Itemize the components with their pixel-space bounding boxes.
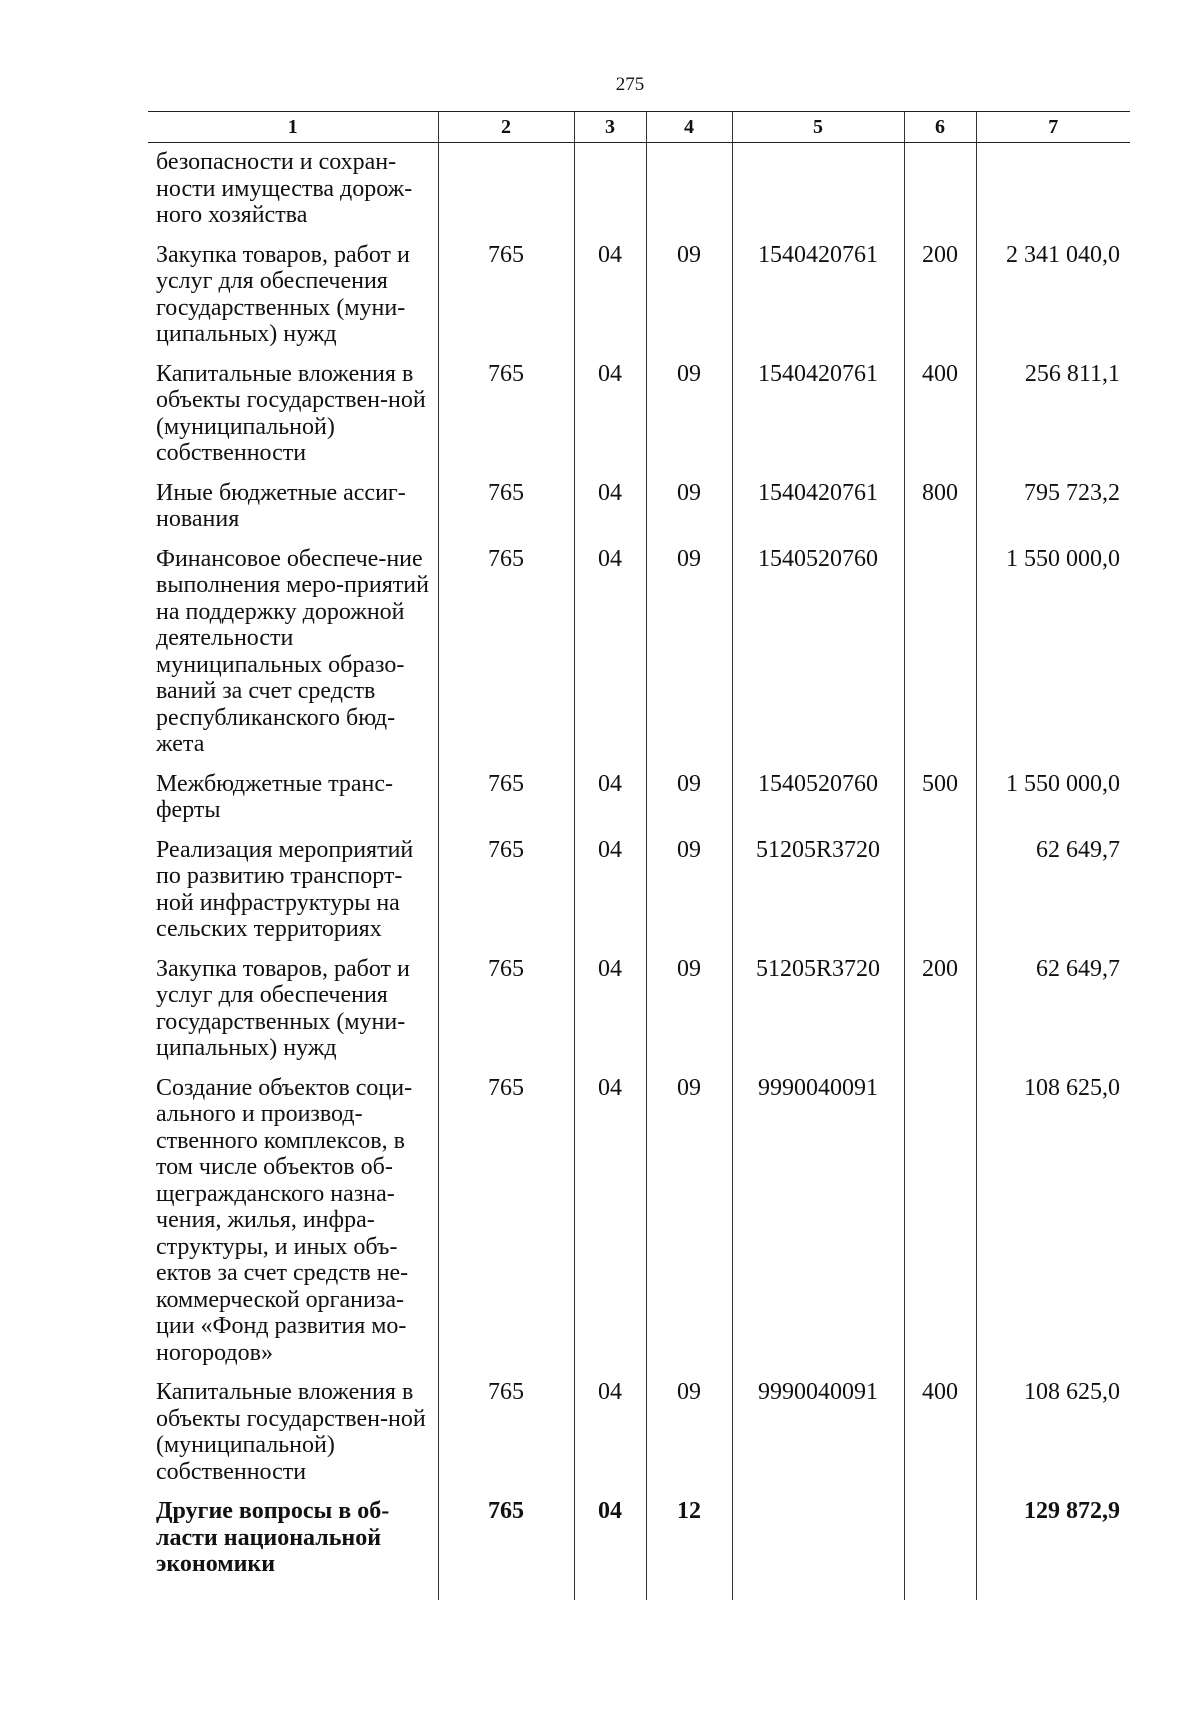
column-header-5: 5	[732, 112, 904, 143]
row-code-4-cell: 09	[646, 837, 732, 956]
row-code-6-cell	[904, 1075, 976, 1380]
column-header-3: 3	[574, 112, 646, 143]
row-code-6-cell: 400	[904, 1379, 976, 1498]
column-header-7: 7	[976, 112, 1130, 143]
table-row	[148, 242, 1130, 361]
row-code-3-cell: 04	[574, 361, 646, 480]
row-code-5-cell: 1540420761	[732, 242, 904, 361]
row-name-cell: безопасности и сохран-ности имущества дорож-ного хозяйства	[156, 149, 413, 228]
row-code-3-cell: 04	[574, 1379, 646, 1498]
row-code-2-cell: 765	[438, 956, 574, 1075]
row-code-2-cell: 765	[438, 837, 574, 956]
row-code-6-cell	[904, 143, 976, 242]
row-code-2-cell: 765	[438, 1075, 574, 1380]
row-code-2-cell	[438, 143, 574, 242]
table-header	[148, 112, 1130, 143]
row-code-6-cell	[904, 1498, 976, 1600]
table-row	[148, 1498, 1130, 1600]
row-code-5-cell: 1540420761	[732, 361, 904, 480]
row-name-cell: Иные бюджетные ассиг-нования	[156, 479, 406, 532]
table-row	[148, 1075, 1130, 1380]
row-amount-cell: 795 723,2	[976, 480, 1130, 546]
row-code-6-cell: 500	[904, 771, 976, 837]
row-name-cell: Капитальные вложения в объекты государствен-ной (муниципальной) собственности	[156, 1379, 426, 1485]
row-amount-cell: 62 649,7	[976, 837, 1130, 956]
row-code-3-cell: 04	[574, 837, 646, 956]
row-code-6-cell	[904, 837, 976, 956]
row-name-cell: Реализация мероприятий по развитию транспорт-ной инфраструктуры на сельских территориях	[156, 836, 414, 942]
row-code-3-cell: 04	[574, 480, 646, 546]
row-code-4-cell	[646, 143, 732, 242]
row-code-4-cell: 09	[646, 956, 732, 1075]
row-amount-cell: 1 550 000,0	[976, 771, 1130, 837]
column-header-2: 2	[438, 112, 574, 143]
table-row	[148, 143, 1130, 242]
row-code-4-cell: 09	[646, 546, 732, 771]
row-code-5-cell: 1540520760	[732, 771, 904, 837]
row-code-2-cell: 765	[438, 771, 574, 837]
row-code-5-cell	[732, 143, 904, 242]
row-amount-cell: 108 625,0	[976, 1075, 1130, 1380]
page-number: 275	[615, 74, 645, 95]
row-code-5-cell: 51205R3720	[732, 837, 904, 956]
row-code-4-cell: 09	[646, 361, 732, 480]
row-code-3-cell: 04	[574, 546, 646, 771]
row-name-cell: Закупка товаров, работ и услуг для обеспечения государственных (муни-ципальных) нужд	[156, 955, 410, 1061]
budget-table	[148, 111, 1130, 1600]
row-code-6-cell: 200	[904, 242, 976, 361]
row-code-5-cell	[732, 1498, 904, 1600]
row-amount-cell: 129 872,9	[976, 1498, 1130, 1600]
row-code-2-cell: 765	[438, 1498, 574, 1600]
table-body	[148, 143, 1130, 1600]
row-code-4-cell: 09	[646, 480, 732, 546]
row-code-3-cell: 04	[574, 956, 646, 1075]
column-header-6: 6	[904, 112, 976, 143]
row-code-5-cell: 9990040091	[732, 1075, 904, 1380]
row-code-4-cell: 12	[646, 1498, 732, 1600]
row-code-6-cell: 200	[904, 956, 976, 1075]
table-row	[148, 480, 1130, 546]
column-header-4: 4	[646, 112, 732, 143]
row-code-5-cell: 1540520760	[732, 546, 904, 771]
row-amount-cell	[976, 143, 1130, 242]
row-code-5-cell: 51205R3720	[732, 956, 904, 1075]
row-amount-cell: 256 811,1	[976, 361, 1130, 480]
row-code-4-cell: 09	[646, 242, 732, 361]
table-row	[148, 546, 1130, 771]
table-row	[148, 771, 1130, 837]
row-amount-cell: 2 341 040,0	[976, 242, 1130, 361]
row-code-2-cell: 765	[438, 1379, 574, 1498]
row-amount-cell: 108 625,0	[976, 1379, 1130, 1498]
row-name-cell: Создание объектов соци-ального и производ-ственного комплексов, в том числе объектов об-щегражданского назна-чения, жилья, инфра-структуры, и иных объ-ектов за счет средств не-коммерческой организа-ции «Фонд развития мо-ногородов»	[156, 1074, 413, 1366]
table-row	[148, 837, 1130, 956]
row-amount-cell: 1 550 000,0	[976, 546, 1130, 771]
row-code-2-cell: 765	[438, 361, 574, 480]
row-code-6-cell: 400	[904, 361, 976, 480]
row-code-6-cell: 800	[904, 480, 976, 546]
row-code-4-cell: 09	[646, 771, 732, 837]
row-code-2-cell: 765	[438, 546, 574, 771]
header-row	[148, 112, 1130, 143]
row-name-cell: Закупка товаров, работ и услуг для обеспечения государственных (муни-ципальных) нужд	[156, 241, 410, 347]
row-code-2-cell: 765	[438, 242, 574, 361]
row-code-3-cell: 04	[574, 771, 646, 837]
row-code-5-cell: 1540420761	[732, 480, 904, 546]
row-name-cell: Финансовое обеспече-ние выполнения меро-приятий на поддержку дорожной деятельности муниципальных образо-ваний за счет средств республиканского бюд-жета	[156, 545, 429, 757]
table-row	[148, 1379, 1130, 1498]
table-row	[148, 361, 1130, 480]
row-code-5-cell: 9990040091	[732, 1379, 904, 1498]
row-amount-cell: 62 649,7	[976, 956, 1130, 1075]
row-code-3-cell	[574, 143, 646, 242]
row-code-4-cell: 09	[646, 1075, 732, 1380]
row-code-6-cell	[904, 546, 976, 771]
column-header-1: 1	[148, 112, 438, 143]
row-code-2-cell: 765	[438, 480, 574, 546]
row-name-cell: Другие вопросы в об-ласти национальной экономики	[156, 1498, 390, 1577]
row-code-3-cell: 04	[574, 242, 646, 361]
row-code-3-cell: 04	[574, 1075, 646, 1380]
row-code-3-cell: 04	[574, 1498, 646, 1600]
row-name-cell: Межбюджетные транс-ферты	[156, 770, 394, 823]
row-code-4-cell: 09	[646, 1379, 732, 1498]
table-row	[148, 956, 1130, 1075]
row-name-cell: Капитальные вложения в объекты государствен-ной (муниципальной) собственности	[156, 360, 426, 466]
